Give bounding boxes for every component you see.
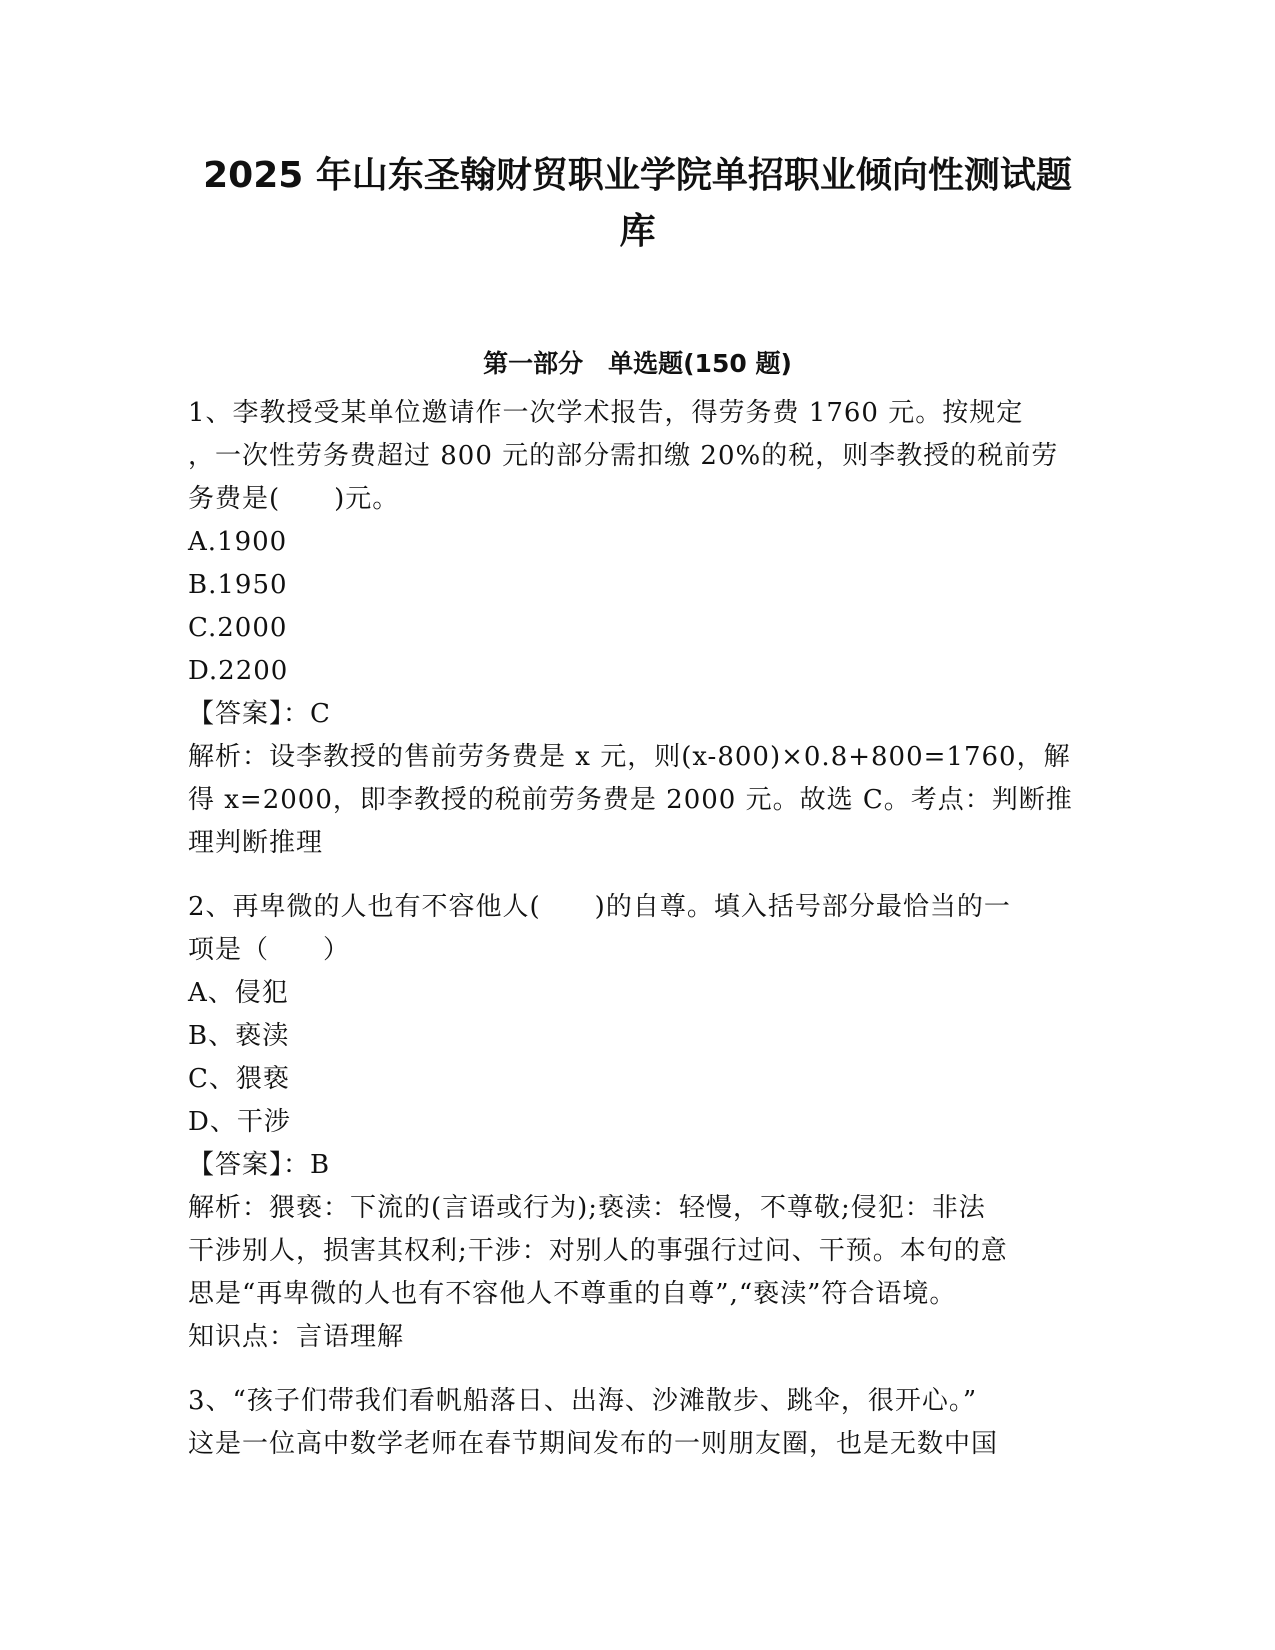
stem-line: 务费是( )元。: [188, 484, 400, 514]
stem-line: 1、李教授受某单位邀请作一次学术报告，得劳务费 1760 元。按规定: [188, 398, 1024, 428]
stem-line: 这是一位高中数学老师在春节期间发布的一则朋友圈，也是无数中国: [188, 1429, 999, 1459]
option-b: B.1950: [188, 570, 288, 600]
question-stem: [188, 886, 1088, 972]
stem-line: 项是（ ）: [188, 935, 351, 965]
section-heading: 第一部分 单选题(150 题): [483, 349, 792, 378]
option-b: B、亵渎: [188, 1021, 290, 1051]
question-gap: [188, 865, 1088, 886]
question-list: [188, 392, 1088, 1466]
analysis: [188, 736, 1088, 865]
question-item: [188, 1380, 1088, 1466]
option-c: C.2000: [188, 613, 288, 643]
title-line: 2025 年山东圣翰财贸职业学院单招职业倾向性测试题: [203, 155, 1072, 196]
question-stem: [188, 1380, 1088, 1466]
option-d: D、干涉: [188, 1107, 291, 1137]
question-item: [188, 886, 1088, 1359]
answer-line: 【答案】：C: [188, 699, 331, 729]
option-a: A、侵犯: [188, 978, 289, 1008]
question-gap: [188, 1359, 1088, 1380]
option-d: D.2200: [188, 656, 289, 686]
analysis-line: 理判断推理: [188, 828, 324, 858]
analysis-line: 知识点：言语理解: [188, 1322, 405, 1352]
stem-line: 2、再卑微的人也有不容他人( )的自尊。填入括号部分最恰当的一: [188, 892, 1011, 922]
option-a: A.1900: [188, 527, 288, 557]
question-stem: [188, 392, 1088, 521]
title-line: 库: [619, 211, 656, 252]
analysis-line: 解析：设李教授的售前劳务费是 x 元，则(x-800)×0.8+800=1760，解: [188, 742, 1071, 772]
analysis-line: 干涉别人，损害其权利;干涉：对别人的事强行过问、干预。本句的意: [188, 1236, 1008, 1266]
answer-line: 【答案】：B: [188, 1150, 331, 1180]
option-list: [188, 972, 1088, 1144]
analysis: [188, 1187, 1088, 1359]
question-item: [188, 392, 1088, 865]
stem-line: ，一次性劳务费超过 800 元的部分需扣缴 20%的税，则李教授的税前劳: [188, 441, 1059, 471]
option-list: [188, 521, 1088, 693]
analysis-line: 解析：猥亵：下流的(言语或行为);亵渎：轻慢，不尊敬;侵犯：非法: [188, 1193, 986, 1223]
analysis-line: 思是“再卑微的人也有不容他人不尊重的自尊”,“亵渎”符合语境。: [188, 1279, 957, 1309]
document-title: [150, 148, 1125, 260]
analysis-line: 得 x=2000，即李教授的税前劳务费是 2000 元。故选 C。考点：判断推: [188, 785, 1073, 815]
option-c: C、猥亵: [188, 1064, 290, 1094]
stem-line: 3、“孩子们带我们看帆船落日、出海、沙滩散步、跳伞，很开心。”: [188, 1386, 978, 1416]
